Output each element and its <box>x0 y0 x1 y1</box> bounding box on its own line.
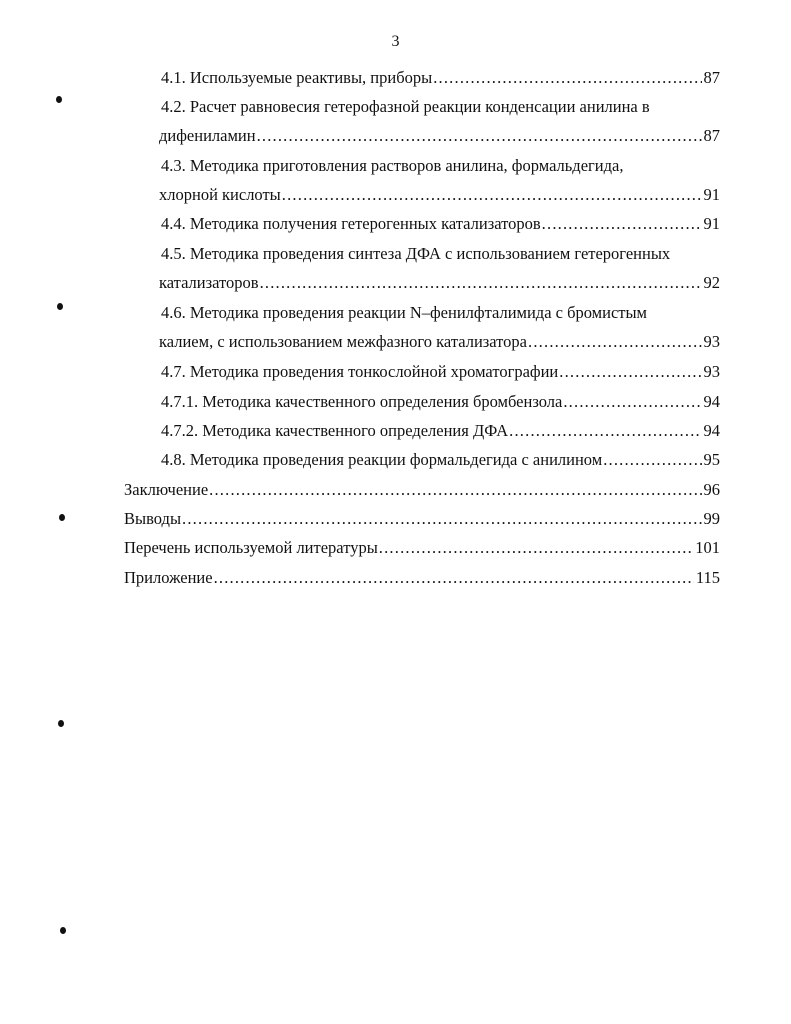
toc-entry-title-cont: катализаторов <box>159 273 259 292</box>
toc-entry-conclusion[interactable] <box>124 480 720 500</box>
toc-leader <box>603 450 701 470</box>
toc-leader <box>209 480 701 500</box>
toc-entry-title: 4.4. Методика получения гетерогенных катализаторов <box>161 214 541 233</box>
toc-entry-4-4[interactable] <box>161 214 720 234</box>
toc-entry-4-7[interactable] <box>161 362 720 382</box>
toc-entry-4-7-1[interactable] <box>161 392 720 412</box>
toc-entry-title: 4.7.2. Методика качественного определения ДФА <box>161 421 509 440</box>
toc-page-number: 87 <box>703 68 720 87</box>
toc-page-number: 93 <box>703 332 720 351</box>
toc-entry-title: Приложение <box>124 568 213 587</box>
toc-page-number: 87 <box>703 126 720 145</box>
toc-page-number: 92 <box>703 273 720 292</box>
toc-page-number: 94 <box>703 421 720 440</box>
toc-entry-title: 4.1. Используемые реактивы, приборы <box>161 68 433 87</box>
toc-entry-appendix[interactable] <box>124 568 720 588</box>
toc-leader <box>528 332 701 352</box>
toc-leader <box>542 214 702 234</box>
toc-entry-title: 4.7. Методика проведения тонкослойной хроматографии <box>161 362 559 381</box>
toc-leader <box>509 421 701 441</box>
toc-entry-title: 4.8. Методика проведения реакции формальдегида с анилином <box>161 450 603 469</box>
toc-entry-title: Выводы <box>124 509 182 528</box>
toc-leader <box>559 362 701 382</box>
toc-page-number: 91 <box>703 214 720 233</box>
toc-entry-title: Заключение <box>124 480 209 499</box>
margin-mark <box>56 96 62 103</box>
toc-page-number: 99 <box>703 509 720 528</box>
margin-mark <box>59 514 65 521</box>
toc-page-number: 93 <box>703 362 720 381</box>
toc-entry-references[interactable] <box>124 538 720 558</box>
margin-mark <box>60 927 66 934</box>
toc-entry-4-7-2[interactable] <box>161 421 720 441</box>
margin-mark <box>58 720 64 727</box>
toc-entry-title: 4.7.1. Методика качественного определения бромбензола <box>161 392 563 411</box>
toc-entry-4-2[interactable] <box>124 97 720 146</box>
toc-leader <box>282 185 702 205</box>
toc-entry-4-3[interactable] <box>124 156 720 205</box>
toc-leader <box>260 273 702 293</box>
toc-entry-title-cont: калием, с использованием межфазного катализатора <box>159 332 528 351</box>
toc-entry-findings[interactable] <box>124 509 720 529</box>
toc-page-number: 96 <box>703 480 720 499</box>
toc-leader <box>182 509 701 529</box>
margin-mark <box>57 303 63 310</box>
toc-page-number: 101 <box>695 538 720 557</box>
toc-entry-title: 4.3. Методика приготовления растворов анилина, формальдегида, <box>161 156 624 175</box>
toc-page-number: 91 <box>703 185 720 204</box>
toc-entry-title: 4.6. Методика проведения реакции N–фенилфталимида с бромистым <box>161 303 648 322</box>
toc-page-number: 115 <box>695 568 720 587</box>
toc-leader <box>257 126 702 146</box>
toc-page-number: 94 <box>703 392 720 411</box>
page-number: 3 <box>391 33 400 50</box>
toc-page-number: 95 <box>703 450 720 469</box>
toc-entry-4-1[interactable] <box>161 68 720 88</box>
toc-leader <box>563 392 701 412</box>
toc-entry-title: Перечень используемой литературы <box>124 538 378 557</box>
toc-entry-title: 4.2. Расчет равновесия гетерофазной реакции конденсации анилина в <box>161 97 650 116</box>
toc-entry-4-8[interactable] <box>161 450 720 470</box>
toc-entry-title-cont: хлорной кислоты <box>159 185 281 204</box>
toc-leader <box>433 68 701 88</box>
toc-leader <box>379 538 693 558</box>
toc-leader <box>214 568 694 588</box>
toc-entry-4-5[interactable] <box>124 244 720 293</box>
toc-entry-title: 4.5. Методика проведения синтеза ДФА с использованием гетерогенных <box>161 244 671 263</box>
toc-entry-4-6[interactable] <box>124 303 720 352</box>
toc-entry-title-cont: дифениламин <box>159 126 256 145</box>
